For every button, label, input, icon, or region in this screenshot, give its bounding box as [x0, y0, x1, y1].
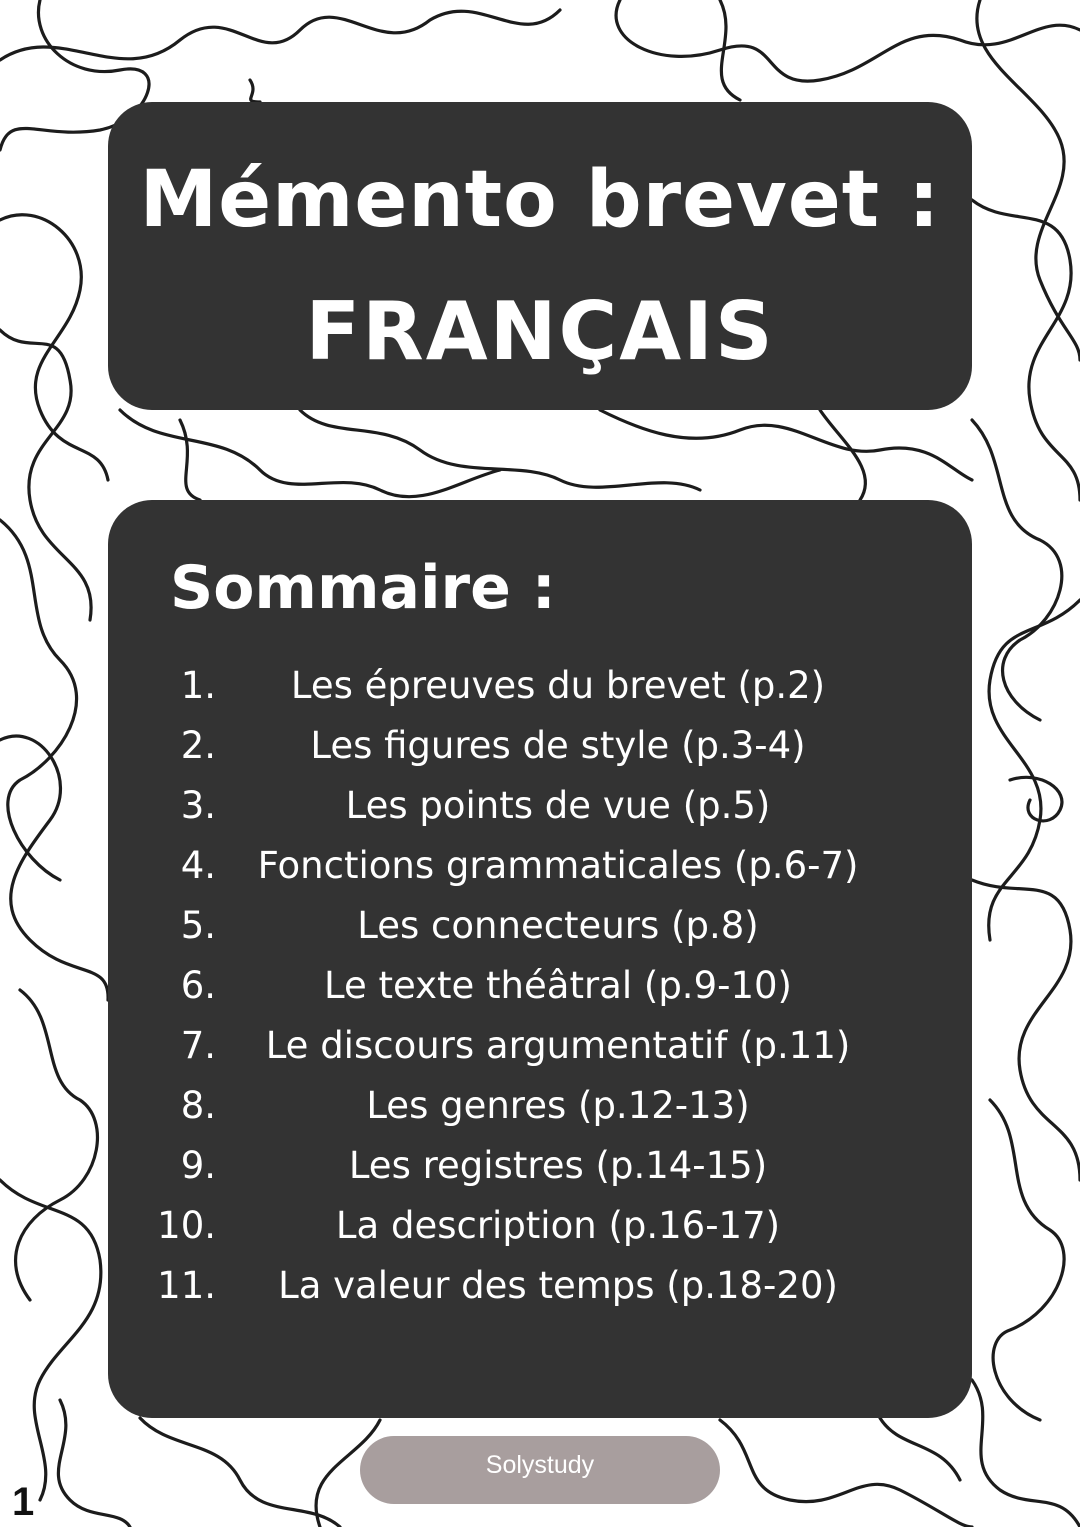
summary-item-number: 5.	[180, 904, 216, 947]
summary-card	[108, 500, 972, 1418]
summary-item-label: Fonctions grammaticales (p.6-7)	[257, 844, 859, 887]
summary-item-number: 3.	[180, 784, 216, 827]
summary-item	[108, 1016, 972, 1076]
summary-item-label: Le discours argumentatif (p.11)	[265, 1024, 851, 1067]
summary-item-number: 10.	[157, 1204, 216, 1247]
summary-item-number: 6.	[180, 964, 216, 1007]
summary-heading: Sommaire :	[170, 553, 556, 623]
document-title: Mémento brevet :	[139, 155, 941, 245]
summary-item	[108, 896, 972, 956]
summary-item	[108, 1136, 972, 1196]
summary-item-label: La valeur des temps (p.18-20)	[278, 1264, 838, 1307]
summary-item-number: 8.	[180, 1084, 216, 1127]
summary-item	[108, 956, 972, 1016]
summary-list	[108, 656, 972, 1316]
summary-item-label: La description (p.16-17)	[335, 1204, 781, 1247]
title-card	[108, 102, 972, 410]
summary-item-label: Les épreuves du brevet (p.2)	[290, 664, 826, 707]
document-subject: FRANÇAIS	[305, 285, 775, 378]
summary-item	[108, 1076, 972, 1136]
summary-item	[108, 1196, 972, 1256]
summary-item-number: 1.	[180, 664, 216, 707]
summary-item	[108, 716, 972, 776]
summary-item-label: Les connecteurs (p.8)	[357, 904, 759, 947]
summary-item-label: Les figures de style (p.3-4)	[310, 724, 806, 767]
summary-item-label: Le texte théâtral (p.9-10)	[324, 964, 792, 1007]
summary-item-number: 2.	[180, 724, 216, 767]
summary-item	[108, 836, 972, 896]
summary-item-number: 7.	[180, 1024, 216, 1067]
summary-item-label: Les points de vue (p.5)	[345, 784, 771, 827]
summary-item-number: 11.	[157, 1264, 216, 1307]
summary-item-label: Les registres (p.14-15)	[348, 1144, 768, 1187]
summary-item	[108, 1256, 972, 1316]
summary-item-number: 9.	[180, 1144, 216, 1187]
summary-item	[108, 656, 972, 716]
summary-item-label: Les genres (p.12-13)	[366, 1084, 750, 1127]
brand-badge: Solystudy	[360, 1436, 720, 1504]
summary-item-number: 4.	[180, 844, 216, 887]
summary-item	[108, 776, 972, 836]
page-number: 1	[12, 1480, 35, 1524]
